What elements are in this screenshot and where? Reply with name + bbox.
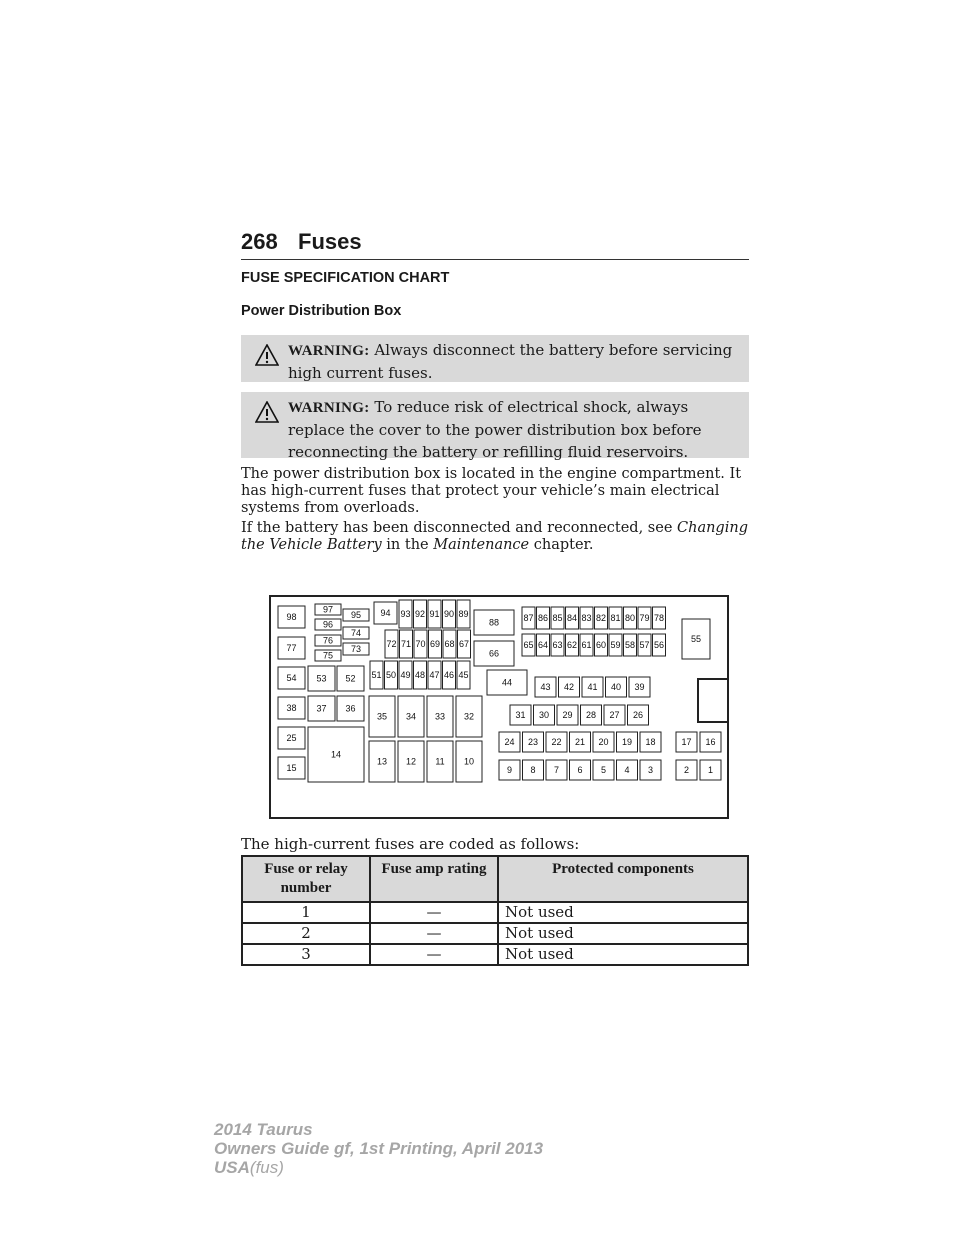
fuse-slot-label: 60	[595, 640, 607, 651]
fuse-slot-label: 88	[488, 617, 500, 628]
fuse-slot-label: 72	[386, 639, 397, 650]
fuse-slot-12	[398, 741, 424, 782]
fuse-slot-39	[629, 677, 650, 697]
fuse-slot-label: 19	[621, 737, 633, 748]
fuse-slot-32	[456, 696, 482, 737]
fuse-slot-label: 11	[435, 756, 445, 767]
fuse-slot-label: 85	[552, 613, 563, 624]
fuse-slot-label: 46	[443, 670, 455, 681]
fuse-slot-label: 17	[681, 737, 692, 748]
page-footer	[214, 1120, 543, 1177]
table-header-row	[242, 856, 748, 902]
fuse-slot-28	[581, 705, 602, 725]
col-fuse-number: Fuse or relay number	[242, 856, 370, 902]
fuse-slot-15	[278, 757, 305, 779]
fuse-slot-label: 68	[444, 639, 455, 650]
fuse-slot-label: 70	[415, 639, 426, 650]
fuse-slot-label: 77	[286, 643, 297, 654]
fuse-slot-41	[582, 677, 603, 697]
fuse-slot-68	[443, 630, 456, 658]
fuse-slot-94	[374, 602, 397, 624]
fuse-slot-label: 13	[376, 756, 388, 767]
fuse-slot-93	[399, 600, 412, 628]
fuse-slot-62	[566, 634, 579, 656]
subheading: Power Distribution Box	[241, 303, 402, 319]
fuse-slot-label: 29	[562, 710, 573, 721]
fuse-slot-98	[278, 606, 305, 628]
fuse-slot-label: 62	[566, 640, 578, 651]
fuse-slot-label: 32	[463, 711, 475, 722]
fuse-slot-label: 97	[322, 604, 334, 615]
fuse-slot-label: 18	[645, 737, 656, 748]
fuse-slot-48	[414, 661, 427, 689]
fuse-slot-21	[570, 732, 591, 752]
fuse-slot-label: 56	[653, 640, 665, 651]
fuse-slot-2	[676, 760, 697, 780]
fuse-slot-87	[522, 607, 535, 629]
fuse-slot-label: 84	[566, 613, 578, 624]
fuse-slot-label: 41	[587, 682, 598, 693]
table-row	[242, 902, 748, 923]
fuse-slot-76	[315, 635, 341, 646]
fuse-slot-18	[640, 732, 661, 752]
footer-printing: Owners Guide gf, 1st Printing, April 2013	[214, 1139, 544, 1158]
fuse-slot-53	[308, 666, 335, 691]
fuse-slot-label: 28	[585, 710, 597, 721]
cell-fuse-number: 1	[242, 902, 370, 923]
fuse-slot-70	[414, 630, 427, 658]
fuse-slot-label: 67	[458, 639, 470, 650]
fuse-slot-64	[537, 634, 550, 656]
fuse-slot-35	[369, 696, 395, 737]
fuse-slot-91	[428, 600, 441, 628]
fuse-slot-label: 24	[504, 737, 515, 748]
fuse-slot-67	[458, 630, 471, 658]
fuse-slot-label: 55	[690, 634, 702, 645]
fuse-slot-label: 59	[610, 640, 621, 651]
fuse-slot-92	[414, 600, 427, 628]
fuse-slot-9	[499, 760, 520, 780]
fuse-slot-73	[343, 643, 369, 655]
section-title: Fuses	[298, 229, 362, 254]
para-prefix: If the battery has been disconnected and reconnected, see	[241, 520, 678, 536]
fuse-slot-58	[624, 634, 637, 656]
fuse-slot-45	[457, 661, 470, 689]
fuse-slot-74	[343, 627, 369, 639]
fuse-slot-label: 15	[286, 763, 297, 774]
fuse-slot-label: 34	[405, 711, 417, 722]
fuse-slot-label: 75	[322, 650, 334, 661]
fuse-slot-label: 5	[600, 765, 607, 776]
fuse-slot-20	[593, 732, 614, 752]
fuse-slot-label: 8	[530, 765, 536, 776]
fuse-slot-label: 90	[443, 609, 455, 620]
fuse-slot-label: 78	[653, 613, 665, 624]
fuse-slot-label: 83	[581, 613, 592, 624]
fuse-slot-5	[593, 760, 614, 780]
fuse-slot-8	[523, 760, 544, 780]
fuse-slot-19	[617, 732, 638, 752]
fuse-slot-22	[546, 732, 567, 752]
fuse-slot-52	[337, 666, 364, 691]
fuse-slot-34	[398, 696, 424, 737]
fuse-slot-80	[624, 607, 637, 629]
fuse-slot-label: 36	[345, 703, 356, 714]
fuse-slot-90	[443, 600, 456, 628]
fuse-slot-label: 44	[501, 677, 513, 688]
fuse-slot-23	[523, 732, 544, 752]
table-row	[242, 923, 748, 944]
fuse-slot-label: 31	[515, 710, 526, 721]
fuse-slot-56	[653, 634, 666, 656]
fuse-slot-label: 20	[598, 737, 609, 748]
fuse-slot-47	[428, 661, 441, 689]
footer-model: 2014 Taurus	[214, 1120, 313, 1139]
fuse-slot-label: 4	[624, 765, 630, 776]
fuse-slot-42	[559, 677, 580, 697]
warning-box-1	[241, 335, 749, 382]
fuse-slot-55	[682, 619, 710, 659]
cell-protected-components: Not used	[498, 923, 748, 944]
warning-text: Always disconnect the battery before servicing high current fuses.	[288, 341, 733, 382]
fuse-slot-60	[595, 634, 608, 656]
fuse-slot-label: 6	[577, 765, 583, 776]
fuse-slot-label: 37	[316, 703, 327, 714]
warning-triangle-icon	[255, 344, 279, 366]
cell-fuse-number: 3	[242, 944, 370, 965]
fuse-slot-label: 98	[286, 612, 297, 623]
fuse-slot-54	[278, 667, 305, 689]
reference-changing-battery: Changing the Vehicle Battery	[241, 520, 748, 553]
fuse-slot-label: 73	[350, 644, 362, 655]
fuse-slot-label: 48	[414, 670, 426, 681]
col-protected-components: Protected components	[498, 856, 748, 902]
fuse-slot-label: 79	[639, 613, 650, 624]
fuse-slot-24	[499, 732, 520, 752]
fuse-slot-label: 53	[316, 673, 327, 684]
fuse-slot-85	[551, 607, 564, 629]
fuse-slot-31	[510, 705, 531, 725]
fuse-slot-label: 69	[429, 639, 441, 650]
fuse-slot-label: 16	[705, 737, 716, 748]
fuse-slot-66	[474, 641, 514, 666]
fuse-slot-82	[595, 607, 608, 629]
fuse-slot-label: 25	[286, 733, 297, 744]
fuse-slot-49	[399, 661, 412, 689]
fuse-slot-30	[534, 705, 555, 725]
fuse-slot-72	[385, 630, 398, 658]
fuse-slot-40	[606, 677, 627, 697]
fuse-slot-89	[457, 600, 470, 628]
fuse-slot-33	[427, 696, 453, 737]
fuse-slot-label: 64	[537, 640, 549, 651]
fuse-slot-label: 82	[595, 613, 607, 624]
fuse-slot-label: 76	[322, 635, 334, 646]
fuse-slot-label: 63	[552, 640, 563, 651]
footer-region-code: (fus)	[249, 1158, 284, 1177]
fuse-slot-label: 33	[434, 711, 446, 722]
fuse-slot-label: 14	[330, 749, 342, 760]
fuse-slot-57	[638, 634, 651, 656]
fuse-slot-label: 74	[350, 628, 362, 639]
fuse-spec-table	[241, 855, 749, 966]
fuse-slot-75	[315, 650, 341, 661]
fuse-slot-label: 92	[414, 609, 426, 620]
fuse-slot-69	[429, 630, 442, 658]
cell-fuse-number: 2	[242, 923, 370, 944]
fuse-slot-label: 86	[537, 613, 549, 624]
para-middle: in the	[381, 537, 434, 553]
fuse-slot-label: 23	[527, 737, 539, 748]
fuse-slot-27	[604, 705, 625, 725]
fuse-slot-label: 2	[683, 765, 690, 776]
warning-label: WARNING:	[288, 400, 370, 416]
fuse-slot-label: 93	[400, 609, 411, 620]
fuse-slot-label: 1	[707, 765, 714, 776]
fuse-slot-label: 94	[380, 608, 391, 619]
fuse-slot-16	[700, 732, 721, 752]
table-row	[242, 944, 748, 965]
fuse-box-diagram	[269, 595, 729, 819]
fuse-slot-3	[640, 760, 661, 780]
fuse-slot-label: 39	[634, 682, 645, 693]
fuse-slot-61	[580, 634, 593, 656]
fuse-slot-88	[474, 610, 514, 635]
cell-protected-components: Not used	[498, 902, 748, 923]
body-paragraph-battery	[241, 520, 749, 554]
fuse-slot-label: 61	[581, 640, 592, 651]
fuse-slot-label: 40	[610, 682, 622, 693]
fuse-slot-7	[546, 760, 567, 780]
fuse-slot-label: 26	[632, 710, 644, 721]
fuse-slot-label: 80	[624, 613, 636, 624]
fuse-slot-label: 51	[371, 670, 382, 681]
page-heading: FUSE SPECIFICATION CHART	[241, 270, 450, 286]
fuse-slot-label: 57	[639, 640, 650, 651]
fuse-slot-50	[385, 661, 398, 689]
fuse-slot-label: 81	[610, 613, 621, 624]
fuse-slot-25	[278, 727, 305, 749]
fuse-slot-65	[522, 634, 535, 656]
fuse-slot-label: 50	[385, 670, 397, 681]
fuse-slot-label: 43	[540, 682, 551, 693]
fuse-slot-6	[570, 760, 591, 780]
fuse-slot-81	[609, 607, 622, 629]
fuse-slot-label: 89	[458, 609, 469, 620]
fuse-slot-label: 87	[523, 613, 534, 624]
fuse-slot-label: 49	[400, 670, 411, 681]
fuse-slot-36	[337, 696, 364, 721]
warning-text: To reduce risk of electrical shock, always replace the cover to the power distribution box before reconnecting the battery or refilling fluid reservoirs.	[288, 398, 702, 461]
fuse-slot-95	[343, 609, 369, 621]
fuse-slot-label: 30	[538, 710, 550, 721]
fuse-slot-11	[427, 741, 453, 782]
fuse-slot-97	[315, 604, 341, 615]
fuse-slot-label: 22	[551, 737, 562, 748]
fuse-slot-71	[400, 630, 413, 658]
fuse-slot-79	[638, 607, 651, 629]
fuse-slot-label: 91	[429, 609, 440, 620]
fuse-slot-78	[653, 607, 666, 629]
page-number: 268	[241, 229, 278, 254]
warning-triangle-icon	[255, 401, 279, 423]
fuse-slot-label: 3	[647, 765, 654, 776]
fuse-slot-13	[369, 741, 395, 782]
fuse-slot-10	[456, 741, 482, 782]
cell-amp-rating: —	[370, 923, 498, 944]
fuse-slot-26	[628, 705, 649, 725]
fuse-slot-label: 58	[624, 640, 636, 651]
fuse-slot-label: 54	[286, 673, 297, 684]
fuse-slot-1	[700, 760, 721, 780]
fuse-slot-label: 38	[286, 703, 297, 714]
fuse-slot-label: 45	[458, 670, 469, 681]
fuse-slot-label: 7	[553, 765, 560, 776]
fuse-slot-label: 21	[574, 737, 586, 748]
fuse-slot-84	[566, 607, 579, 629]
fuse-slot-label: 95	[350, 610, 362, 621]
fuse-slot-51	[370, 661, 383, 689]
fuse-slot-label: 71	[400, 639, 412, 650]
fuse-slot-label: 35	[376, 711, 388, 722]
fuse-slot-label: 12	[405, 756, 417, 767]
cell-amp-rating: —	[370, 902, 498, 923]
fuse-slot-44	[487, 670, 527, 695]
fuse-slot-label: 27	[609, 710, 620, 721]
fuse-slot-label: 65	[523, 640, 534, 651]
para-suffix: chapter.	[529, 537, 594, 553]
fuse-slot-label: 10	[463, 756, 475, 767]
fuse-slot-17	[676, 732, 697, 752]
fuse-slot-96	[315, 619, 341, 630]
fuse-slot-37	[308, 696, 335, 721]
fuse-slot-14	[308, 727, 364, 782]
fuse-slot-38	[278, 697, 305, 719]
fuse-slot-label: 52	[345, 673, 356, 684]
fuse-slot-label: 9	[506, 765, 513, 776]
fuse-slot-43	[535, 677, 556, 697]
reference-maintenance: Maintenance	[433, 537, 530, 553]
fuse-slot-77	[278, 637, 305, 659]
fuse-slot-63	[551, 634, 564, 656]
fuse-slot-label: 66	[488, 648, 500, 659]
warning-label: WARNING:	[288, 343, 370, 359]
fuse-slot-label: 96	[322, 619, 334, 630]
warning-wrap	[247, 396, 743, 463]
cell-protected-components: Not used	[498, 944, 748, 965]
fuse-slot-4	[617, 760, 638, 780]
warning-box-2	[241, 392, 749, 461]
fuse-slot-59	[609, 634, 622, 656]
fuse-slot-label: 42	[563, 682, 575, 693]
fuse-slot-86	[537, 607, 550, 629]
body-paragraph: The power distribution box is located in the engine compartment. It has high-current fuses that protect your vehicle’s main electrical systems from overloads.	[241, 466, 742, 516]
fuse-slot-83	[580, 607, 593, 629]
page-header	[241, 229, 749, 260]
footer-region: USA(fus)	[214, 1158, 284, 1177]
cell-amp-rating: —	[370, 944, 498, 965]
fuse-slot-label: 47	[429, 670, 440, 681]
fuse-slot-46	[443, 661, 456, 689]
fuse-slot-29	[557, 705, 578, 725]
col-amp-rating: Fuse amp rating	[370, 856, 498, 902]
coded-caption: The high-current fuses are coded as follows:	[241, 835, 580, 853]
